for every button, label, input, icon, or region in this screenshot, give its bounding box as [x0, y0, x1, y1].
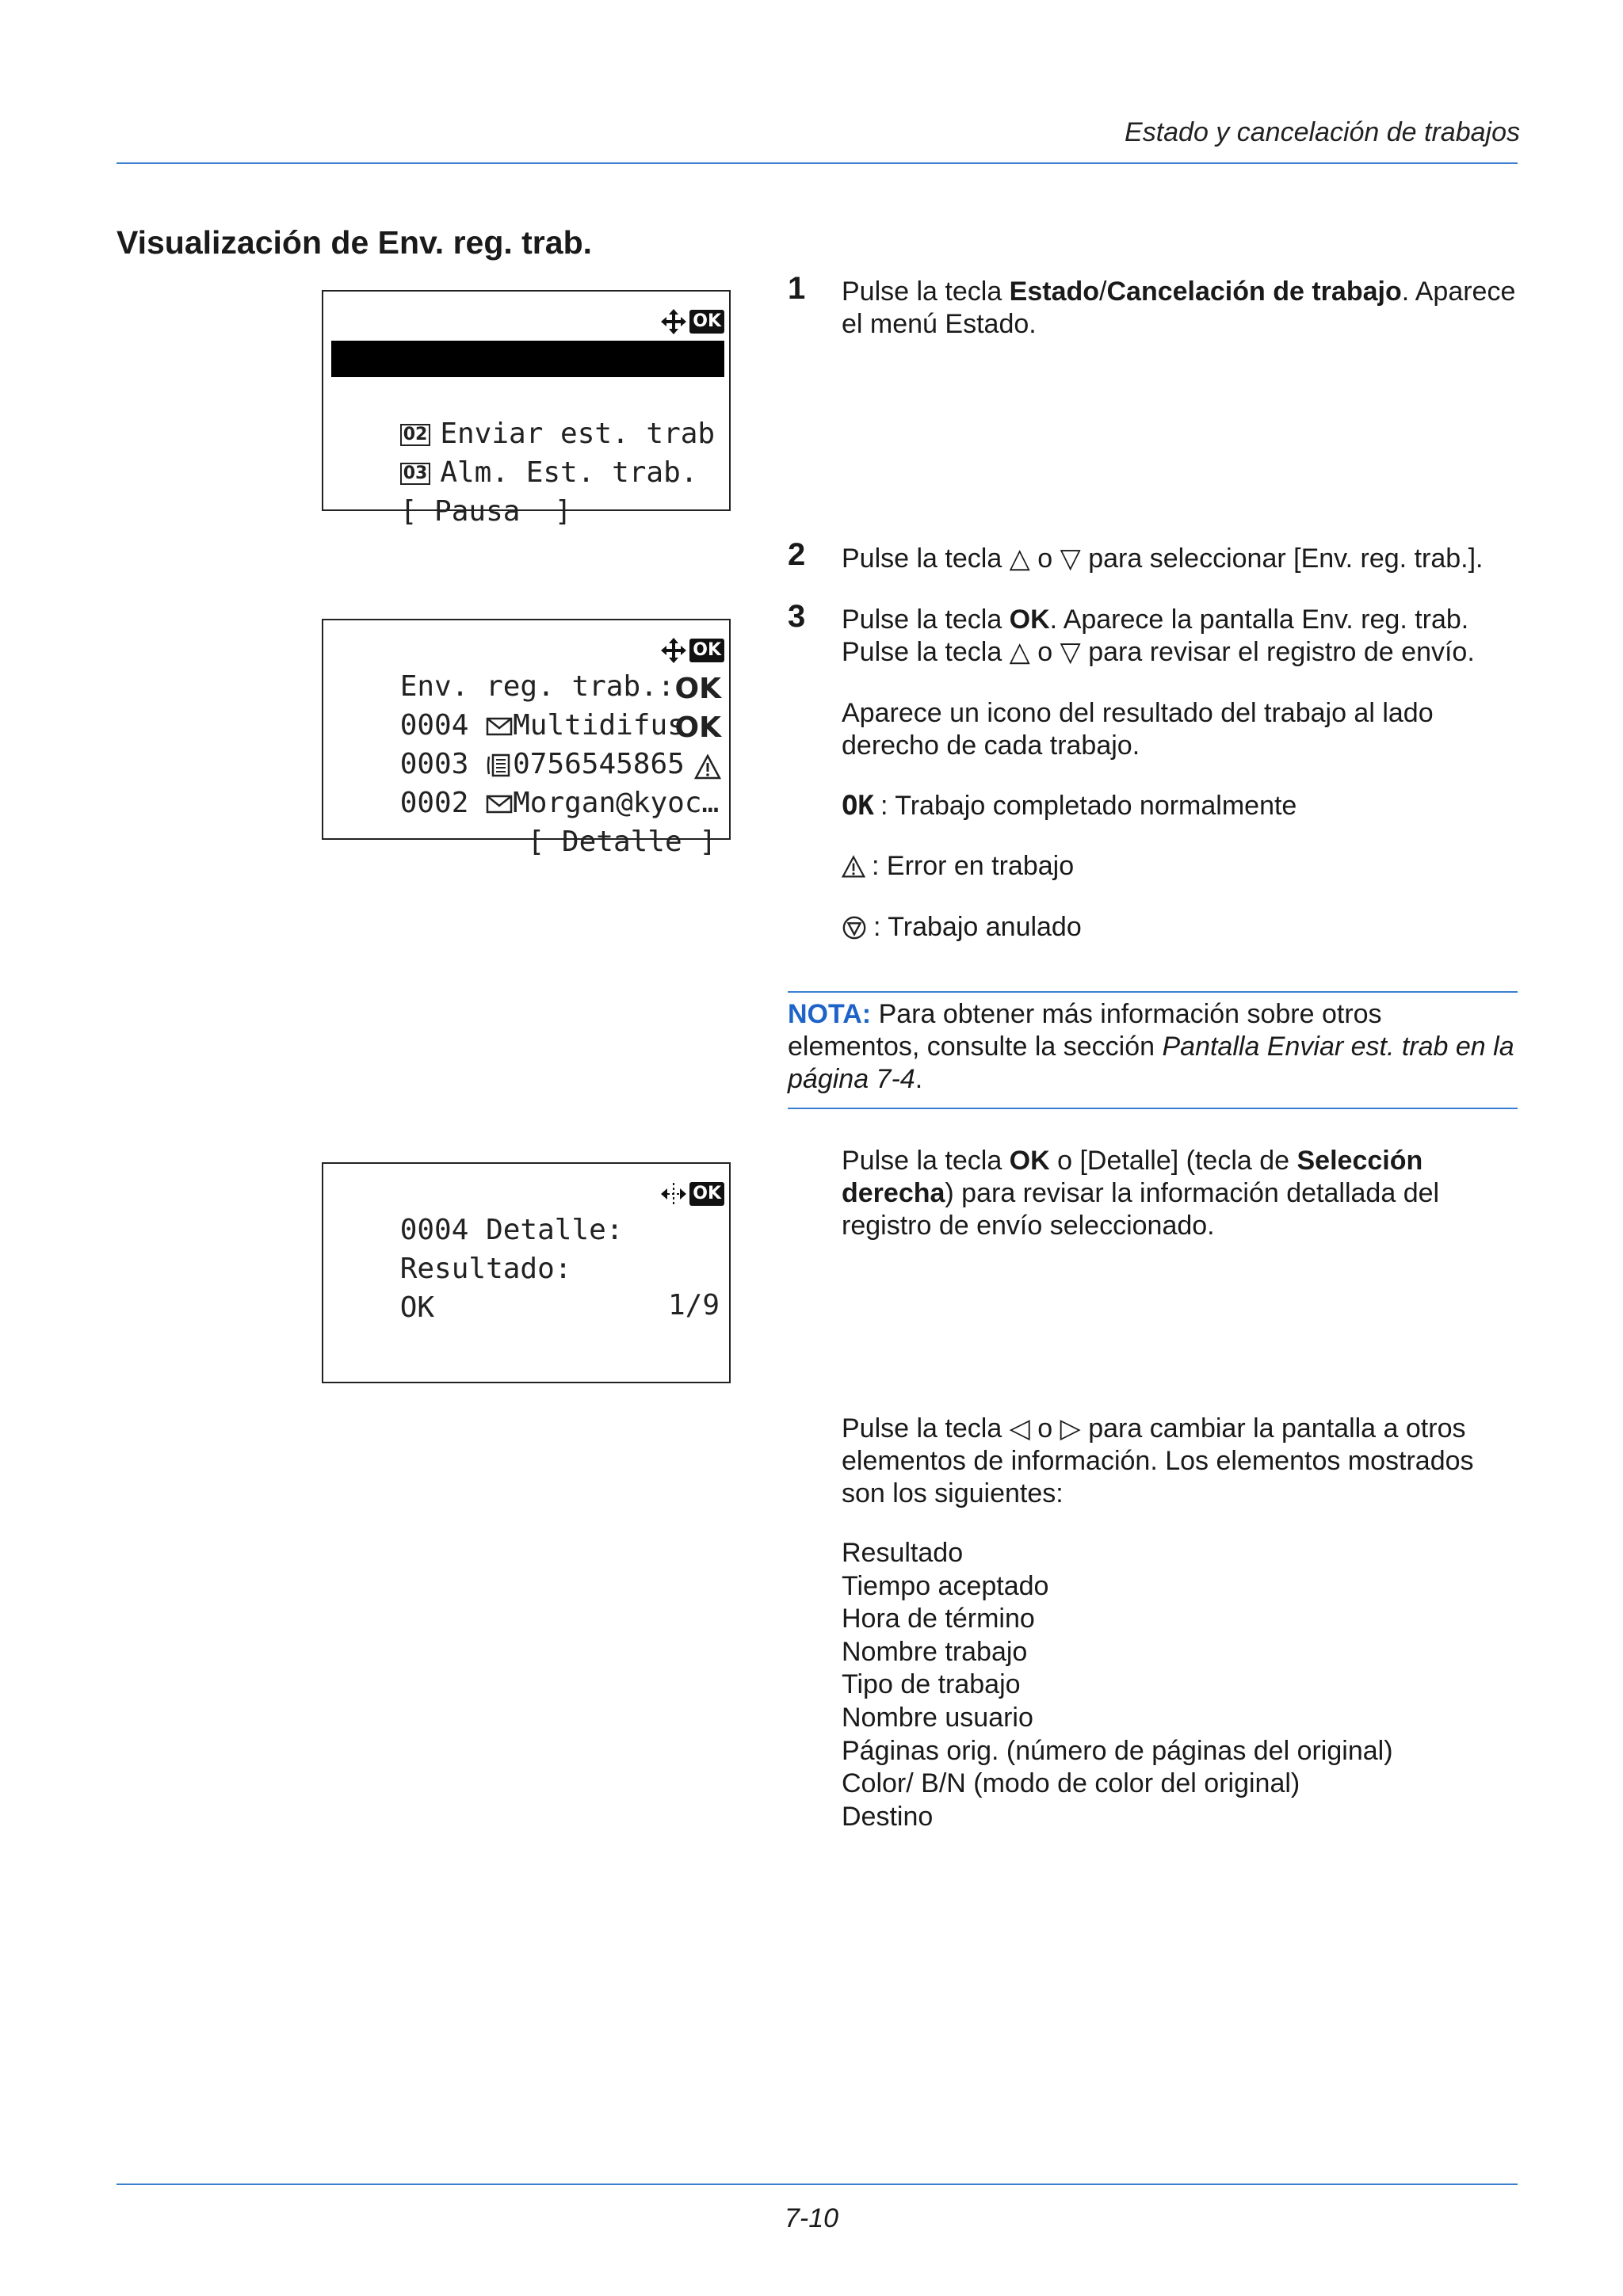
nav-ok-indicator — [659, 636, 724, 665]
item-number: 03 — [400, 463, 431, 485]
menu-item-label: Enviar est. trab — [440, 418, 716, 450]
list-item: Páginas orig. (número de páginas del original) — [842, 1735, 1393, 1766]
note-rule-top — [788, 991, 1518, 993]
warning-icon — [694, 753, 721, 780]
item-number: 01 — [400, 385, 431, 407]
step-3-number: 3 — [788, 599, 806, 634]
change-screen-text: Pulse la tecla ◁ o ▷ para cambiar la pantalla a otros elementos de información. Los elementos mostrados son los siguientes: — [842, 1413, 1474, 1508]
section-title: Visualización de Env. reg. trab. — [116, 224, 593, 261]
list-item: Resultado — [842, 1538, 964, 1568]
note-rule-bottom — [788, 1108, 1518, 1109]
menu-item-label: Alm. Est. trab. — [440, 456, 698, 489]
note-box: NOTA: Para obtener más información sobre otros elementos, consulte la sección Pantalla Enviar est. trab en la página 7-4. — [788, 999, 1514, 1094]
item-number: 02 — [400, 424, 431, 446]
menu-item-2[interactable] — [331, 379, 724, 450]
nav-ok-indicator — [659, 307, 724, 336]
lcd-detail — [322, 1162, 731, 1383]
list-item: Color/ B/N (modo de color del original) — [842, 1768, 1300, 1799]
log-row[interactable]: 0002 Morgan@kyoc… — [331, 749, 724, 785]
legend-cancel: : Trabajo anulado — [842, 911, 1082, 944]
menu-item-label: Est. trab. imp. — [440, 379, 698, 411]
cancel-icon — [842, 915, 867, 940]
softkey-pause[interactable]: [ Pausa ] — [399, 495, 572, 528]
result-ok-icon: OK — [674, 711, 721, 744]
list-item: Tiempo aceptado — [842, 1570, 1049, 1601]
step-1-number: 1 — [788, 271, 806, 306]
detail-text: Pulse la tecla OK o [Detalle] (tecla de Selección derecha) para revisar la información detallada del registro de envío seleccionado. — [842, 1146, 1440, 1241]
legend-ok: OK : Trabajo completado normalmente — [842, 790, 1297, 822]
running-header: Estado y cancelación de trabajos — [1125, 117, 1520, 147]
softkey-detail[interactable]: [ Detalle ] — [527, 826, 716, 858]
log-row[interactable]: 0003 0756545865 OK — [399, 711, 721, 780]
ok-key-icon: OK — [689, 1182, 724, 1206]
page-number: 7-10 — [784, 2203, 839, 2233]
log-row[interactable]: 0004 Multidifus OK — [399, 673, 721, 742]
header-rule — [116, 162, 1518, 164]
ok-key-icon: OK — [689, 639, 724, 662]
detail-label-row: Resultado: 1/9 — [331, 1215, 724, 1251]
note-reference: Pantalla Enviar est. trab en la página 7-4 — [788, 1032, 1514, 1094]
list-item: Nombre usuario — [842, 1702, 1033, 1733]
result-ok-icon: OK — [674, 673, 721, 705]
info-items-list — [842, 1537, 1393, 1833]
menu-item-3[interactable] — [331, 418, 724, 489]
footer-rule — [116, 2183, 1518, 2185]
four-way-arrow-icon — [659, 307, 688, 336]
legend-error: : Error en trabajo — [842, 850, 1074, 883]
left-right-arrow-icon — [659, 1180, 688, 1208]
step-2-number: 2 — [788, 537, 806, 572]
detail-value: OK — [399, 1291, 435, 1324]
step-3-para-2: Aparece un icono del resultado del trabajo al lado derecho de cada trabajo. — [842, 698, 1434, 761]
four-way-arrow-icon — [659, 636, 688, 665]
lcd-title: 0004 Detalle: — [399, 1214, 624, 1246]
lcd-send-log — [322, 619, 731, 858]
lcd-status-menu — [322, 290, 731, 528]
list-item: Destino — [842, 1801, 934, 1832]
list-item: Nombre trabajo — [842, 1636, 1028, 1667]
step-2-text: Pulse la tecla △ o ▽ para seleccionar [Env. reg. trab.]. — [842, 543, 1484, 574]
ok-key-icon: OK — [689, 310, 724, 334]
note-label: NOTA: — [788, 999, 872, 1029]
warning-icon — [842, 855, 865, 879]
list-item: Tipo de trabajo — [842, 1669, 1021, 1700]
step-1-text: Pulse la tecla Estado/Cancelación de trabajo. Aparece el menú Estado. — [842, 277, 1516, 339]
list-item: Hora de término — [842, 1604, 1035, 1634]
ok-result-icon: OK — [842, 790, 874, 822]
step-3-text: Pulse la tecla OK. Aparece la pantalla Env. reg. trab. Pulse la tecla △ o ▽ para revisar el registro de envío. — [842, 605, 1475, 667]
page-indicator: 1/9 — [667, 1289, 720, 1322]
menu-item-1[interactable] — [331, 341, 724, 411]
nav-ok-indicator — [659, 1180, 724, 1208]
lcd-title: Env. reg. trab.: — [399, 670, 675, 703]
